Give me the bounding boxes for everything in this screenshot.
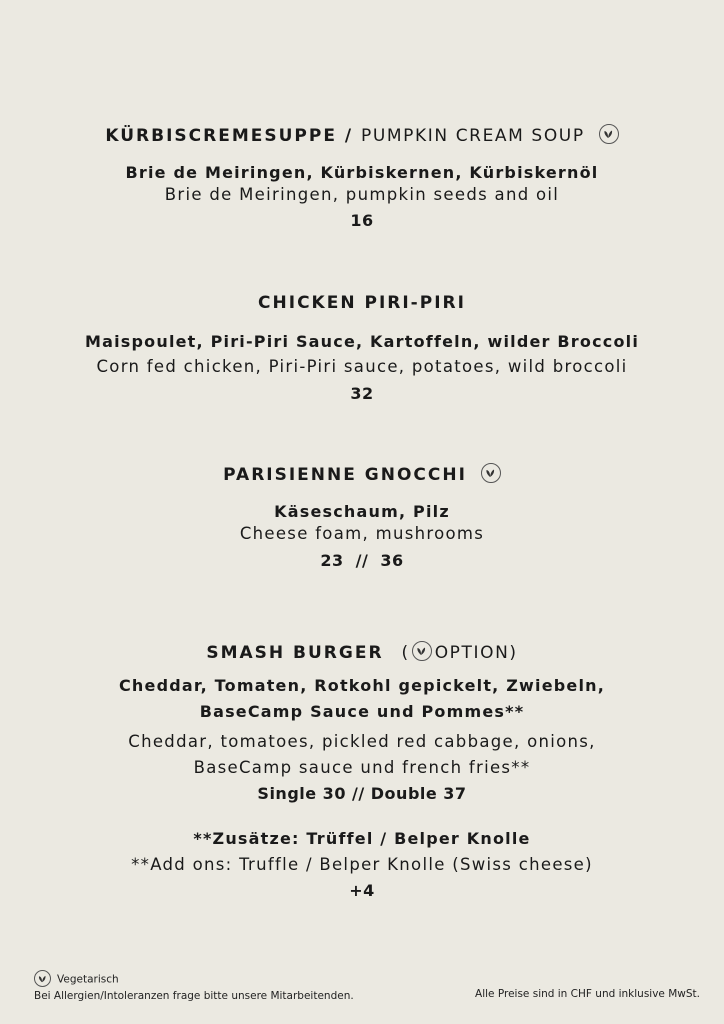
vegetarian-leaf-icon bbox=[412, 641, 432, 661]
addons-english: **Add ons: Truffle / Belper Knolle (Swiss cheese) bbox=[131, 855, 593, 874]
menu-item-description-german-line-2: BaseCamp Sauce und Pommes** bbox=[199, 702, 525, 721]
addons-price: +4 bbox=[349, 881, 375, 900]
menu-item-price: Single 30 // Double 37 bbox=[257, 784, 467, 803]
menu-item-description-english: Brie de Meiringen, pumpkin seeds and oil bbox=[164, 185, 560, 204]
menu-item-description-german-line-1: Cheddar, Tomaten, Rotkohl gepickelt, Zwiebeln, bbox=[118, 676, 606, 695]
menu-item-description-german: Brie de Meiringen, Kürbiskernen, Kürbiskernöl bbox=[125, 163, 599, 182]
menu-item-description-english: Cheese foam, mushrooms bbox=[239, 524, 485, 543]
title-german: KÜRBISCREMESUPPE / bbox=[105, 126, 354, 146]
allergy-note: Bei Allergien/Intoleranzen frage bitte unsere Mitarbeitenden. bbox=[34, 990, 354, 1002]
addons-german: **Zusätze: Trüffel / Belper Knolle bbox=[193, 829, 531, 848]
menu-item-description-english-line-1: Cheddar, tomatoes, pickled red cabbage, onions, bbox=[128, 732, 596, 751]
menu-item-title: CHICKEN PIRI-PIRI bbox=[258, 293, 466, 313]
menu-item-description-german: Maispoulet, Piri-Piri Sauce, Kartoffeln, wilder Broccoli bbox=[84, 332, 640, 351]
price-note: Alle Preise sind in CHF und inklusive MwSt. bbox=[475, 988, 700, 1000]
vegetarian-leaf-icon bbox=[599, 124, 619, 144]
menu-item-description-english-line-2: BaseCamp sauce und french fries** bbox=[193, 758, 531, 777]
menu-item-price: 16 bbox=[350, 211, 374, 230]
menu-item-price: 32 bbox=[350, 384, 374, 403]
menu-item-title bbox=[0, 465, 724, 485]
title-text: SMASH BURGER bbox=[206, 643, 384, 663]
menu-item-description-german: Käseschaum, Pilz bbox=[274, 502, 450, 521]
menu-item-title bbox=[0, 643, 724, 663]
vegetarian-leaf-icon bbox=[34, 970, 51, 987]
vegetarian-legend bbox=[34, 971, 119, 988]
option-open-paren: ( bbox=[401, 643, 410, 663]
legend-label: Vegetarisch bbox=[57, 973, 119, 986]
vegetarian-leaf-icon bbox=[481, 463, 501, 483]
option-label: OPTION) bbox=[434, 643, 518, 663]
menu-item-price: 23 // 36 bbox=[320, 551, 404, 570]
menu-item-description-english: Corn fed chicken, Piri-Piri sauce, potatoes, wild broccoli bbox=[96, 357, 628, 376]
title-text: PARISIENNE GNOCCHI bbox=[223, 465, 467, 485]
menu-item-title bbox=[0, 126, 724, 146]
title-english: PUMPKIN CREAM SOUP bbox=[361, 126, 585, 146]
